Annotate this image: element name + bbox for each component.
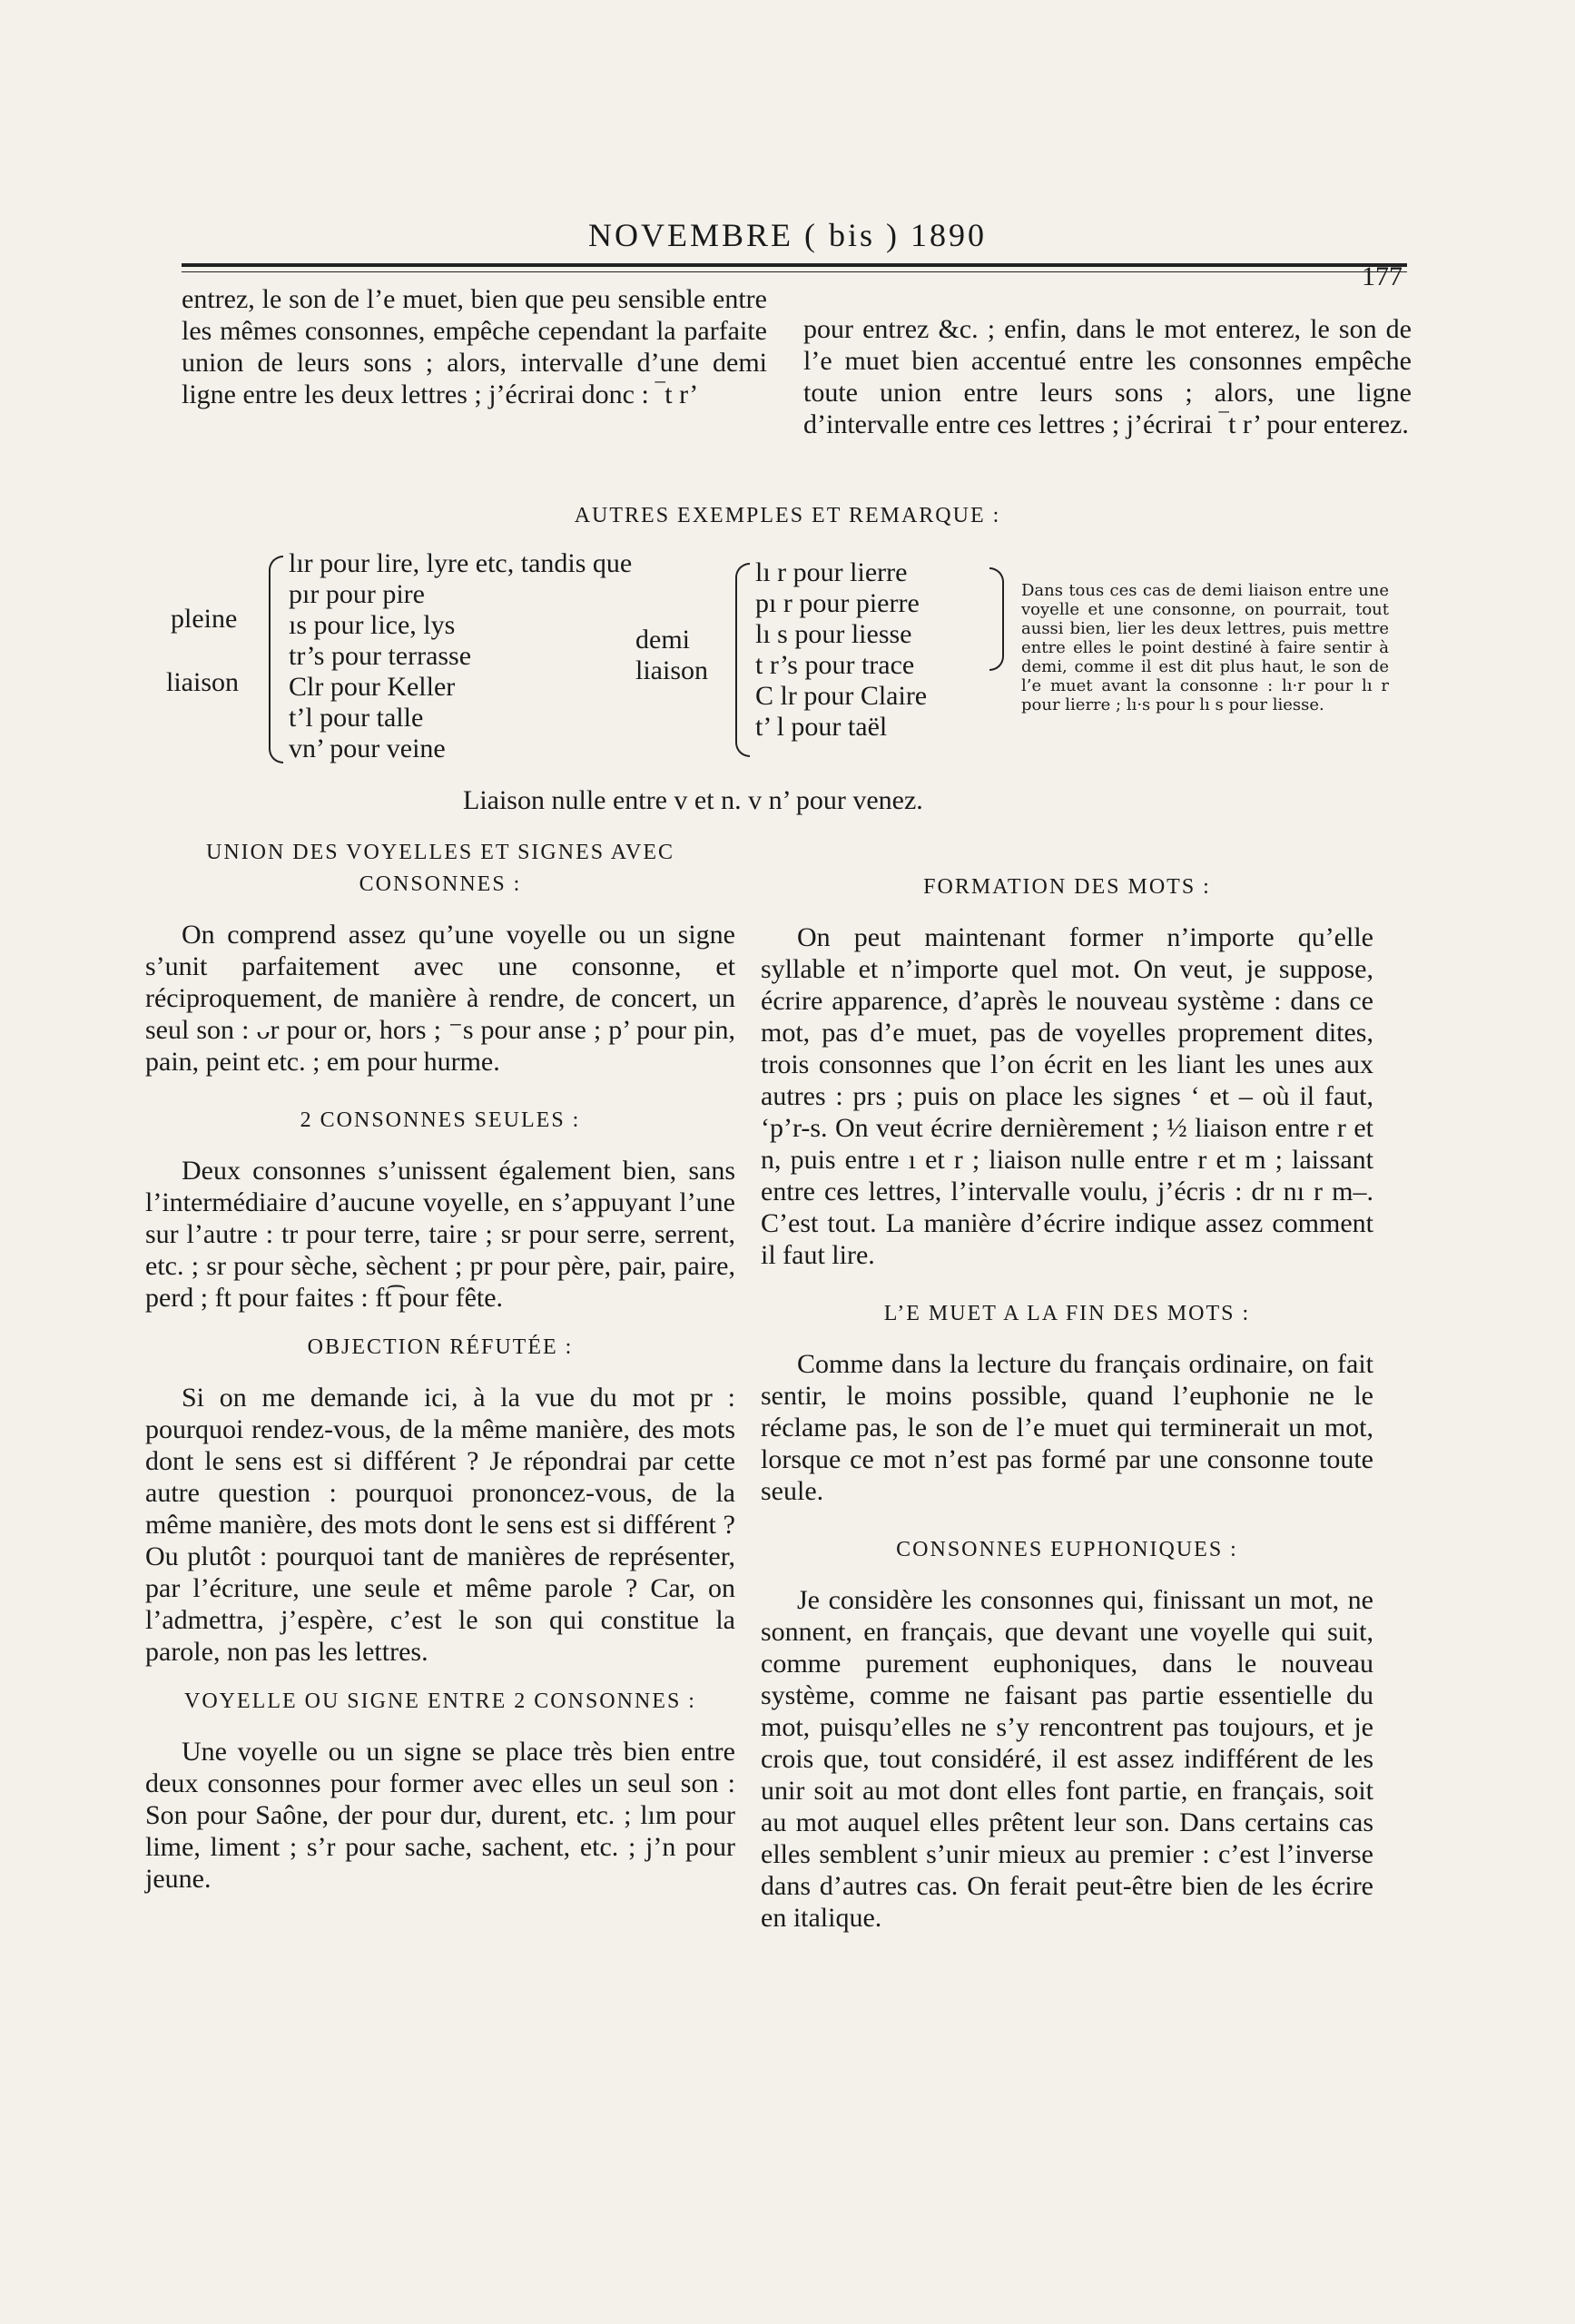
union-heading: UNION DES VOYELLES ET SIGNES AVEC CONSONNES : — [205, 841, 675, 896]
remark-note: Dans tous ces cas de demi liaison entre une voyelle et une consonne, on pourrait, tout aussi bien, lier les deux lettres, puis mettre entre elles le point destiné à faire sentir à demi, comme il est dit plus haut, le son de l’e muet avant la consonne : lı·r pour lı r pour lierre ; lı·s pour lı s pour liesse. — [1021, 581, 1389, 714]
demi-examples — [755, 557, 927, 743]
deux-consonnes-heading: 2 CONSONNES SEULES : — [300, 1108, 581, 1132]
deux-consonnes-paragraph: Deux consonnes s’unissent également bien, sans l’intermédiaire d’aucune voyelle, en s’appuyant l’une sur l’autre : tr pour terre, taire ; sr pour serre, serrent, etc. ; sr pour sèche, sèchent ; pr pour père, pair, paire, perd ; ft pour faites : ft͡ pour fête. — [145, 1156, 735, 1313]
top-left-text: entrez, le son de l’e muet, bien que peu sensible entre les mêmes consonnes, empêche cependant la parfaite union de leurs sons ; alors, intervalle d’une demi ligne entre les deux lettres ; j’écrirai donc : ‾t r’ — [182, 284, 767, 409]
pleine-item: Clr pour Keller — [289, 672, 456, 702]
liaison-nulle-line: Liaison nulle entre v et n. v n’ pour venez. — [463, 785, 923, 815]
euphon-paragraph: Je considère les consonnes qui, finissant un mot, ne sonnent, en français, que devant une voyelle qui suit, comme purement euphoniques, dans le nouveau système, comme ne faisant pas partie essentielle du mot, puisqu’elles ne s’y rencontrent pas toujours, et je crois que, tout considéré, il est assez indifférent de les unir soit au mot dont elles font partie, en français, soit au mot auquel elles prêtent leur son. Dans certains cas elles semblent s’unir mieux au premier : c’est l’inverse dans d’autres cas. On ferait peut-être bien de les écrire en italique. — [761, 1585, 1373, 1933]
pleine-item: vn’ pour veine — [289, 734, 446, 763]
demi-liaison-label: liaison — [635, 655, 708, 685]
pleine-label: pleine — [171, 604, 238, 634]
pleine-item: lır pour lire, lyre etc, tandis que — [289, 548, 633, 578]
top-right-paragraph — [803, 313, 1412, 440]
voyelle-paragraph: Une voyelle ou un signe se place très bien entre deux consonnes pour former avec elles un seul son : Son pour Saône, der pour dur, durent, etc. ; lım pour lime, liment ; s’r pour sache, sachent, etc. ; j’n pour jeune. — [145, 1737, 735, 1894]
demi-item: lı r pour lierre — [755, 557, 908, 587]
liaison-label: liaison — [166, 667, 239, 697]
pleine-item: tr’s pour terrasse — [289, 641, 472, 671]
pleine-examples — [289, 548, 632, 764]
objection-heading: OBJECTION RÉFUTÉE : — [307, 1335, 574, 1359]
demi-item: C lr pour Claire — [755, 681, 928, 711]
pleine-item: t’l pour talle — [289, 703, 424, 733]
emuet-paragraph: Comme dans la lecture du français ordinaire, on fait sentir, le moins possible, quand l’euphonie ne le réclame pas, le son de l’e muet qui terminerait un mot, lorsque ce mot n’est pas formé par une consonne toute seule. — [761, 1349, 1373, 1506]
running-title: NOVEMBRE ( bis ) 1890 — [588, 217, 987, 253]
union-paragraph: On comprend assez qu’une voyelle ou un signe s’unit parfaitement avec une consonne, et réciproquement, de manière à rendre, de concert, un seul son : ᴗr pour or, hors ; ⁻s pour anse ; p’ pour pin, pain, peint etc. ; em pour hurme. — [145, 920, 735, 1077]
voyelle-heading: VOYELLE OU SIGNE ENTRE 2 CONSONNES : — [184, 1689, 696, 1713]
page-number: 177 — [1362, 261, 1403, 291]
pleine-brace — [269, 556, 283, 763]
demi-item: lı s pour liesse — [755, 619, 912, 649]
formation-heading: FORMATION DES MOTS : — [923, 875, 1211, 899]
formation-paragraph: On peut maintenant former n’importe qu’elle syllable et n’importe quel mot. On veut, je suppose, écrire apparence, d’après le nouveau système : dans ce mot, pas d’e muet, pas de voyelles proprement dites, trois consonnes que l’on écrit en les liant les unes aux autres : prs ; puis on place les signes ‘ et – où il faut, ‘p’r-s. On veut écrire dernièrement ; ½ liaison entre r et n, puis entre ı et r ; liaison nulle entre r et m ; laissant entre ces lettres, l’intervalle voulu, j’écris : dr nı r m–. C’est tout. La manière d’écrire indique assez comment il faut lire. — [761, 922, 1373, 1270]
demi-item: t r’s pour trace — [755, 650, 915, 680]
demi-item: pı r pour pierre — [755, 588, 920, 618]
right-column — [761, 872, 1373, 1934]
demi-label: demi — [635, 625, 690, 655]
pleine-item: ıs pour lice, lys — [289, 610, 456, 640]
demi-brace — [735, 563, 750, 757]
top-left-paragraph — [182, 283, 767, 410]
euphon-heading: CONSONNES EUPHONIQUES : — [896, 1538, 1238, 1561]
emuet-heading: L’E MUET A LA FIN DES MOTS : — [883, 1302, 1251, 1325]
top-right-text: pour entrez &c. ; enfin, dans le mot enterez, le son de l’e muet bien accentué entre les consonnes empêche toute union entre leurs sons ; alors, une ligne d’intervalle entre ces lettres ; j’écrirai ‾t r’ pour enterez. — [803, 314, 1412, 439]
note-brace — [989, 567, 1004, 671]
pleine-item: pır pour pire — [289, 579, 425, 609]
left-column — [145, 837, 735, 1895]
autres-heading: AUTRES EXEMPLES ET REMARQUE : — [574, 504, 1001, 527]
demi-item: t’ l pour taël — [755, 712, 888, 742]
objection-paragraph: Si on me demande ici, à la vue du mot pr : pourquoi rendez-vous, de la même manière, des mots dont le sens est si différent ? Je répondrai par cette autre question : pourquoi prononcez-vous, de la même manière, des mots dont le sens est si différent ? Ou plutôt : pourquoi tant de manières de représenter, par l’écriture, une seule et même parole ? Car, on l’admettra, j’espère, c’est le son qui constitue la parole, non pas les lettres. — [145, 1383, 735, 1667]
header-rule — [182, 263, 1407, 272]
